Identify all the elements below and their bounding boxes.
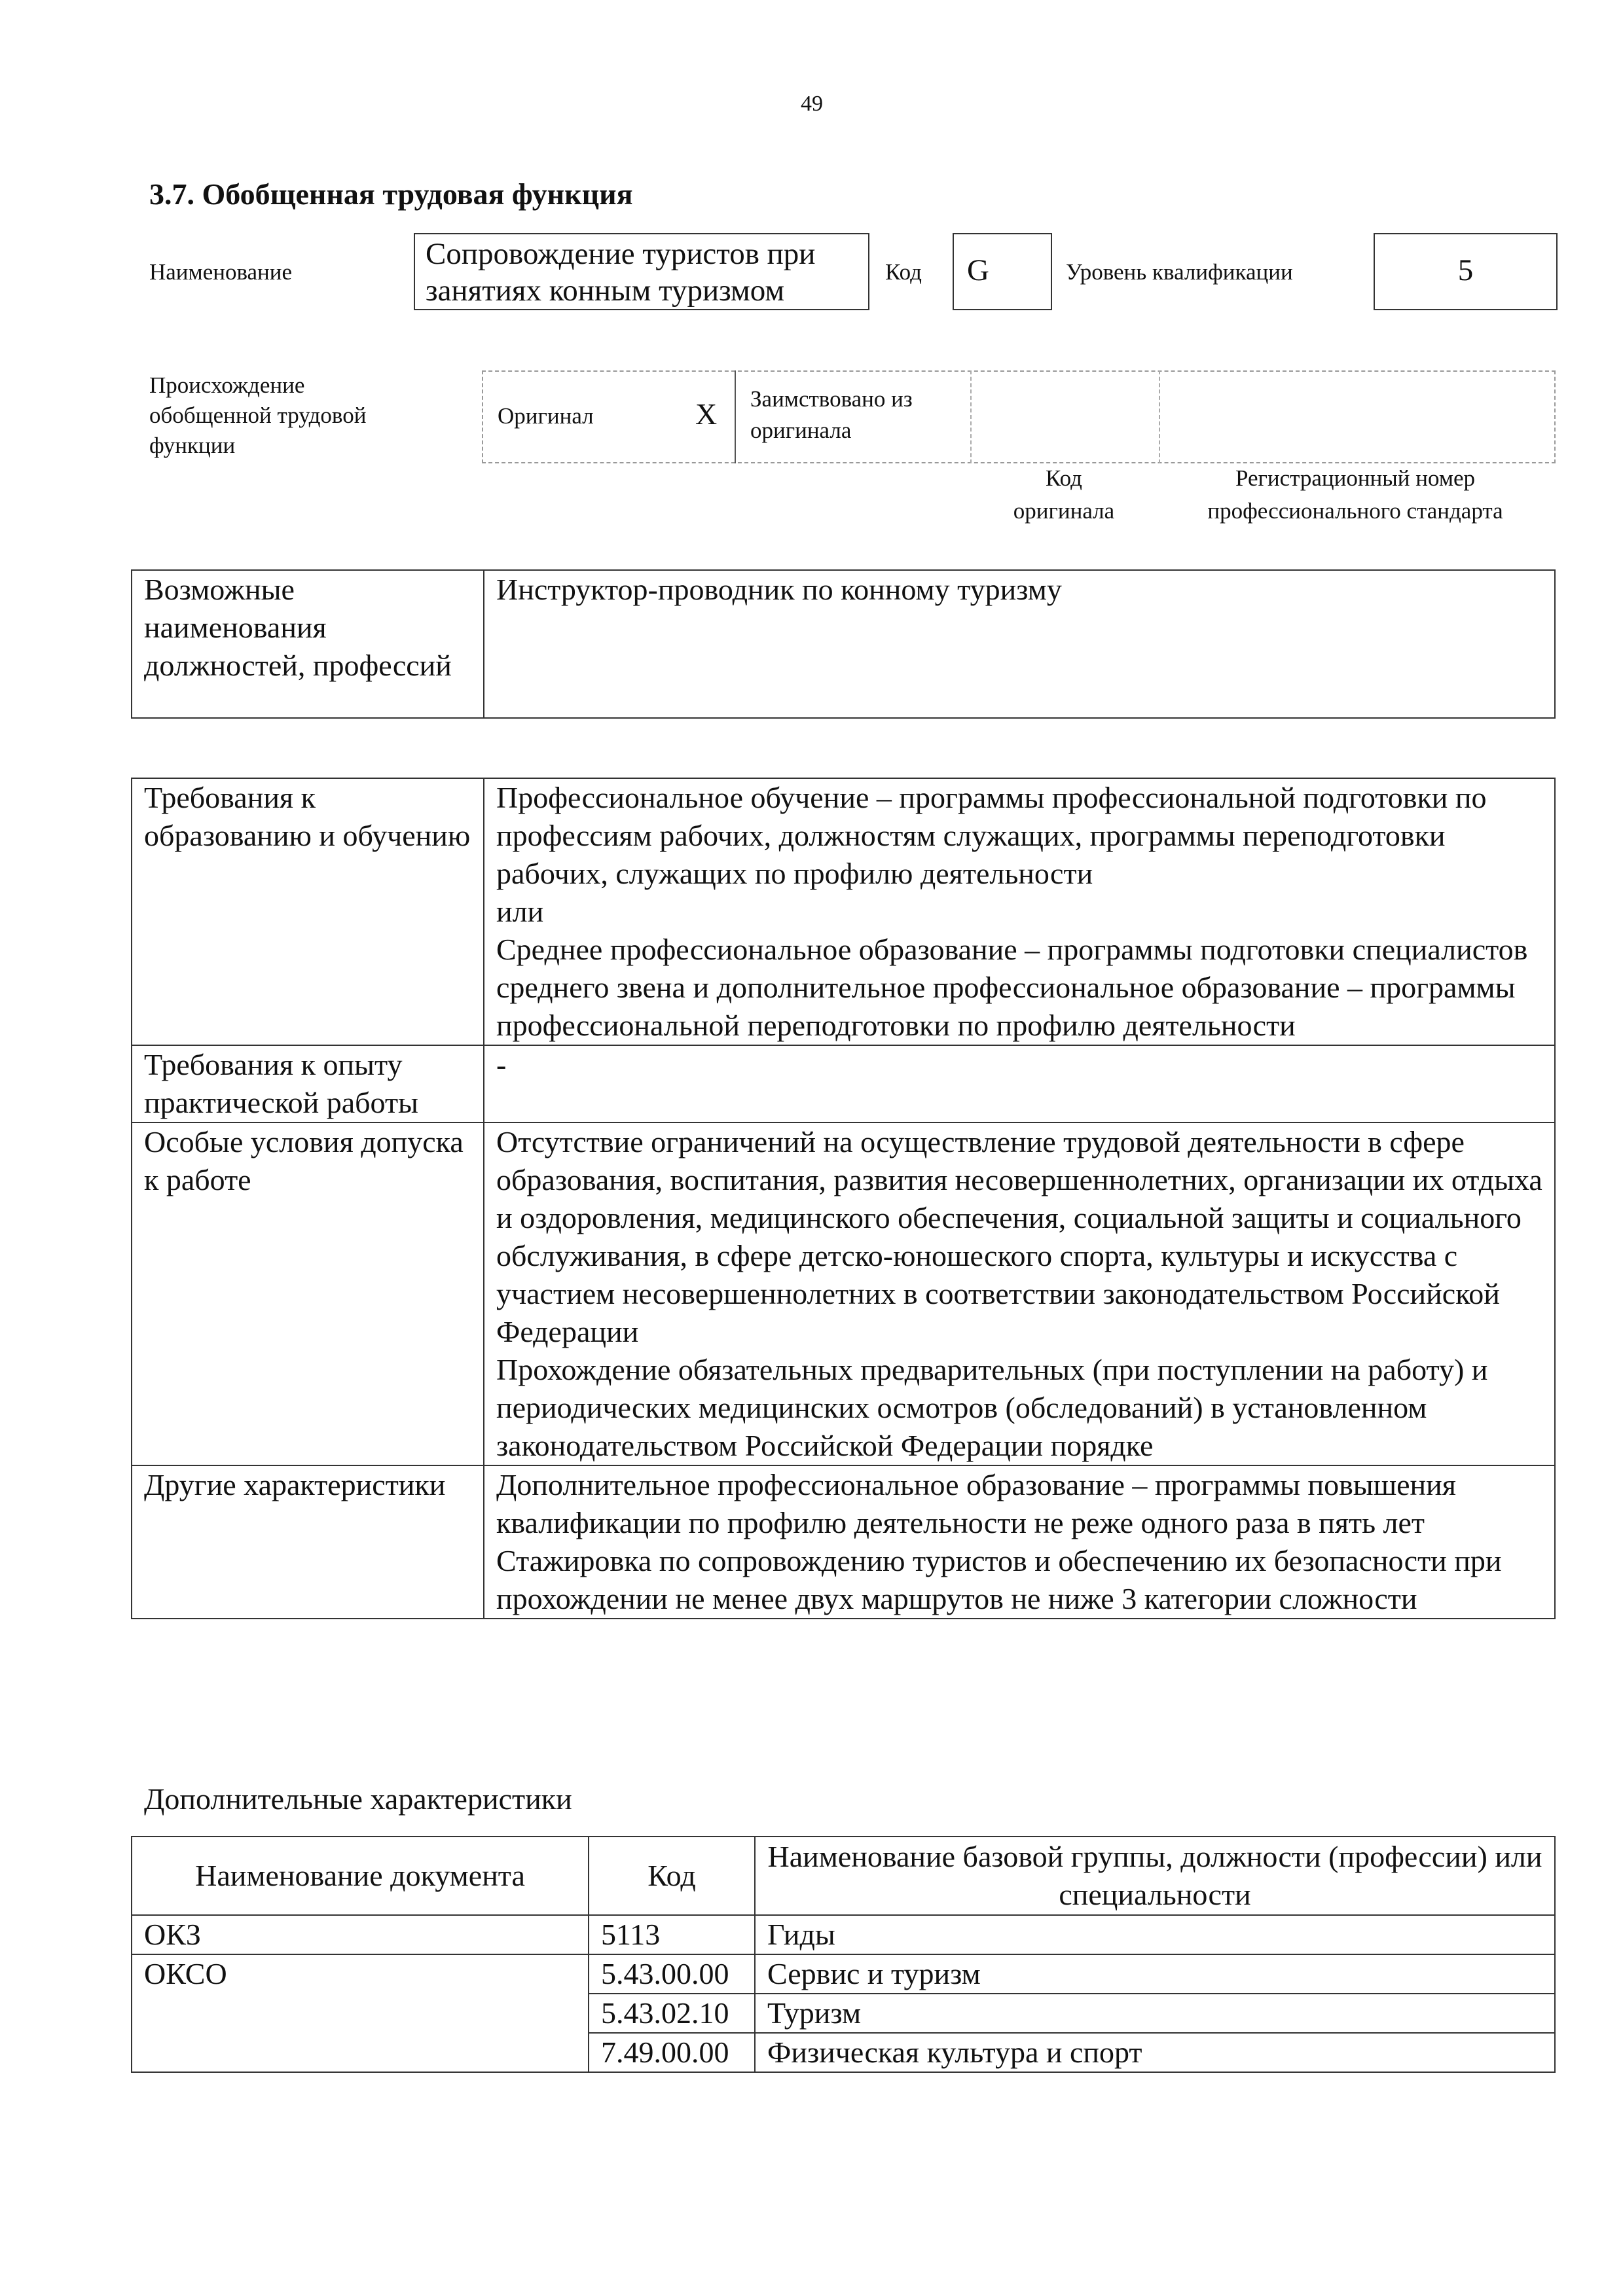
text-line: Дополнительное профессиональное образование – программы повышения квалификации по профилю деятельности не реже одного раза в пять лет: [496, 1468, 1456, 1539]
origin-divider: [735, 370, 736, 463]
section-title: 3.7. Обобщенная трудовая функция: [149, 177, 633, 211]
text-line: Профессиональное обучение – программы профессиональной подготовки по профессиям рабочих, должностям служащих, программы переподготовки рабочих, служащих по профилю деятельности: [496, 781, 1487, 890]
origin-label: Происхождение обобщенной трудовой функции: [149, 372, 367, 458]
function-code-box: G: [953, 233, 1052, 310]
table-row: [132, 1915, 1555, 1954]
code-label: Код: [885, 259, 922, 285]
origin-table: [482, 370, 1556, 463]
other-label: Другие характеристики: [132, 1465, 484, 1619]
table-row: [132, 1045, 1555, 1122]
additional-table: [131, 1836, 1556, 2073]
text-line: Среднее профессиональное образование – программы подготовки специалистов среднего звена и дополнительное профессиональное образование – программы профессиональной переподготовки по профилю деятельности: [496, 933, 1528, 1042]
positions-table: [131, 569, 1556, 719]
origin-divider: [970, 370, 972, 463]
name-cell: Сервис и туризм: [755, 1954, 1555, 1994]
original-mark: X: [695, 397, 718, 431]
education-value: [484, 778, 1555, 1045]
level-label: Уровень квалификации: [1066, 259, 1293, 285]
page-number: 49: [801, 92, 823, 116]
admission-value: [484, 1122, 1555, 1465]
name-cell: Гиды: [755, 1915, 1555, 1954]
experience-value: [484, 1045, 1555, 1122]
positions-label: Возможные наименования должностей, профессий: [132, 570, 484, 718]
experience-label: Требования к опыту практической работы: [132, 1045, 484, 1122]
doc-cell: ОКСО: [132, 1954, 589, 2072]
table-header-row: [132, 1837, 1555, 1915]
name-cell: Туризм: [755, 1994, 1555, 2033]
additional-title: Дополнительные характеристики: [144, 1782, 572, 1816]
header-code: Код: [589, 1837, 755, 1915]
borrowed-label: Заимствовано из оригинала: [750, 386, 913, 443]
origin-divider: [1159, 370, 1160, 463]
text-line: Прохождение обязательных предварительных (при поступлении на работу) и периодических медицинских осмотров (обследований) в установленном законодательством Российской Федерации порядке: [496, 1353, 1488, 1462]
table-row: [132, 570, 1555, 718]
admission-label: Особые условия допуска к работе: [132, 1122, 484, 1465]
table-row: [132, 778, 1555, 1045]
code-cell: 5.43.00.00: [589, 1954, 755, 1994]
education-label: Требования к образованию и обучению: [132, 778, 484, 1045]
header-doc: Наименование документа: [132, 1837, 589, 1915]
name-label: Наименование: [149, 259, 293, 285]
code-cell: 5113: [589, 1915, 755, 1954]
header-name: Наименование базовой группы, должности (профессии) или специальности: [755, 1837, 1555, 1915]
table-row: [132, 1465, 1555, 1619]
text-line: Отсутствие ограничений на осуществление трудовой деятельности в сфере образования, воспитания, развития несовершеннолетних, организации их отдыха и оздоровления, медицинского обеспечения, социальной защиты и социального обслуживания, в сфере детско-юношеского спорта, культуры и искусства с участием несовершеннолетних в соответствии законодательством Российской Федерации: [496, 1125, 1542, 1348]
name-cell: Физическая культура и спорт: [755, 2033, 1555, 2072]
original-label: Оригинал: [498, 403, 594, 429]
original-code-caption: Код оригинала: [1013, 465, 1115, 524]
registration-number-caption: Регистрационный номер профессионального стандарта: [1207, 465, 1503, 524]
table-row: [132, 1954, 1555, 1994]
text-line: или: [496, 895, 544, 928]
doc-cell: ОКЗ: [132, 1915, 589, 1954]
requirements-table: [131, 778, 1556, 1619]
qualification-level-box: 5: [1374, 233, 1558, 310]
table-row: [132, 1122, 1555, 1465]
function-name-box: Сопровождение туристов при занятиях конным туризмом: [414, 233, 869, 310]
positions-value: Инструктор-проводник по конному туризму: [484, 570, 1555, 718]
text-line: -: [496, 1048, 507, 1081]
code-cell: 7.49.00.00: [589, 2033, 755, 2072]
text-line: Стажировка по сопровождению туристов и обеспечению их безопасности при прохождении не менее двух маршрутов не ниже 3 категории сложности: [496, 1544, 1502, 1615]
code-cell: 5.43.02.10: [589, 1994, 755, 2033]
other-value: [484, 1465, 1555, 1619]
